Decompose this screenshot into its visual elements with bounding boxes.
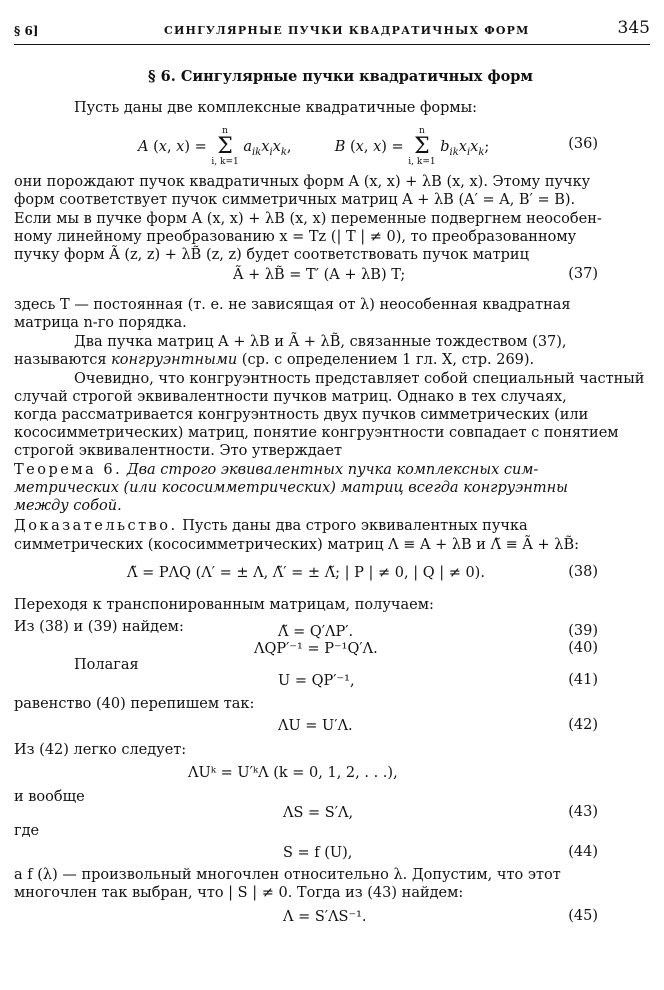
running-header bbox=[14, 18, 650, 48]
formula-38: Λ̃ = PΛQ (Λ′ = ± Λ, Λ̃′ = ± Λ̃; | P | ≠ 0, | Q | ≠ 0). bbox=[127, 565, 485, 581]
paragraph-line: случай строгой эквивалентности пучков матриц. Однако в тех случаях, bbox=[14, 389, 567, 405]
formula-43: ΛS = S′Λ, bbox=[283, 805, 354, 821]
theorem-line: между собой. bbox=[14, 498, 122, 514]
paragraph-line: Пусть даны две комплексные квадратичные формы: bbox=[74, 100, 478, 116]
paragraph-line: пучку форм Ã (z, z) + λB̃ (z, z) будет соответствовать пучок матриц bbox=[14, 247, 529, 263]
equation-number: (45) bbox=[568, 908, 598, 924]
equation-number: (39) bbox=[568, 623, 598, 639]
paragraph-line: Очевидно, что конгруэнтность представляет собой специальный частный bbox=[74, 371, 645, 387]
paragraph-line: Два пучка матриц A + λB и Ã + λB̃, связанные тождеством (37), bbox=[74, 334, 567, 350]
formula-42: ΛU = U′Λ. bbox=[278, 718, 353, 734]
section-heading: § 6. Сингулярные пучки квадратичных форм bbox=[148, 68, 533, 85]
paragraph-line: Полагая bbox=[74, 657, 139, 673]
proof-line: симметрических (кососимметрических) матриц Λ ≡ A + λB и Λ̃ ≡ Ã + λB̃: bbox=[14, 537, 579, 553]
equation-number: (37) bbox=[568, 266, 598, 282]
paragraph-line: и вообще bbox=[14, 789, 85, 805]
paragraph-line: называются конгруэнтными (ср. с определением 1 гл. X, стр. 269). bbox=[14, 352, 535, 368]
header-section: § 6] bbox=[14, 24, 39, 38]
formula-37: Ã + λB̃ = T′ (A + λB) T; bbox=[233, 267, 406, 283]
formula-36: A (x, x) = n Σ i, k=1 $a_{ik}x_ix_k$, B (x, x) = n Σ i, k=1 $b_{ik}x_ix_k$; bbox=[138, 126, 490, 167]
equation-number: (44) bbox=[568, 844, 598, 860]
paragraph-line: ному линейному преобразованию x = Tz (| T | ≠ 0), то преобразованному bbox=[14, 229, 577, 245]
paragraph-line: Переходя к транспонированным матрицам, получаем: bbox=[14, 597, 434, 613]
paragraph-line: матрица n-го порядка. bbox=[14, 315, 187, 331]
paragraph-line: строгой эквивалентности. Это утверждает bbox=[14, 443, 343, 459]
paragraph-line: здесь T — постоянная (т. е. не зависящая от λ) неособенная квадратная bbox=[14, 297, 571, 313]
equation-number: (42) bbox=[568, 717, 598, 733]
formula-39: Λ̃ = Q′ΛP′. bbox=[278, 624, 354, 640]
paragraph-line: они порождают пучок квадратичных форм A (x, x) + λB (x, x). Этому пучку bbox=[14, 174, 591, 190]
header-rule bbox=[14, 44, 650, 45]
formula-40: ΛQP′⁻¹ = P⁻¹Q′Λ. bbox=[254, 641, 378, 657]
paragraph-line: Из (42) легко следует: bbox=[14, 742, 187, 758]
paragraph-line: кососимметрических) матриц, понятие конгруэнтности совпадает с понятием bbox=[14, 425, 619, 441]
equation-number: (40) bbox=[568, 640, 598, 656]
equation-number: (43) bbox=[568, 804, 598, 820]
equation-number: (38) bbox=[568, 564, 598, 580]
page-number: 345 bbox=[617, 18, 650, 38]
paragraph-line: Если мы в пучке форм A (x, x) + λB (x, x) переменные подвергнем неособен- bbox=[14, 211, 602, 227]
proof-line: Доказательство. Пусть даны два строго эквивалентных пучка bbox=[14, 518, 528, 534]
equation-number: (41) bbox=[568, 672, 598, 688]
formula-45: Λ = S′ΛS⁻¹. bbox=[283, 909, 367, 925]
formula-41: U = QP′⁻¹, bbox=[278, 673, 355, 689]
formula-power: ΛUᵏ = U′ᵏΛ (k = 0, 1, 2, . . .), bbox=[188, 765, 398, 781]
sum-symbol: n Σ i, k=1 bbox=[211, 126, 239, 167]
theorem-line: Теорема 6. Два строго эквивалентных пучка комплексных сим- bbox=[14, 462, 539, 478]
sum-symbol: n Σ i, k=1 bbox=[408, 126, 436, 167]
paragraph-line: когда рассматривается конгруэнтность двух пучков симметрических (или bbox=[14, 407, 589, 423]
paragraph-line: а f (λ) — произвольный многочлен относительно λ. Допустим, что этот bbox=[14, 867, 561, 883]
paragraph-line: Из (38) и (39) найдем: bbox=[14, 619, 184, 635]
formula-44: S = f (U), bbox=[283, 845, 353, 861]
theorem-line: метрических (или кососимметрических) матриц всегда конгруэнтны bbox=[14, 480, 568, 496]
paragraph-line: многочлен так выбран, что | S | ≠ 0. Тогда из (43) найдем: bbox=[14, 885, 464, 901]
equation-number: (36) bbox=[568, 136, 598, 152]
paragraph-line: форм соответствует пучок симметричных матриц A + λB (A′ = A, B′ = B). bbox=[14, 192, 576, 208]
header-title: СИНГУЛЯРНЫЕ ПУЧКИ КВАДРАТИЧНЫХ ФОРМ bbox=[164, 24, 530, 37]
paragraph-line: равенство (40) перепишем так: bbox=[14, 696, 255, 712]
paragraph-line: где bbox=[14, 823, 40, 839]
